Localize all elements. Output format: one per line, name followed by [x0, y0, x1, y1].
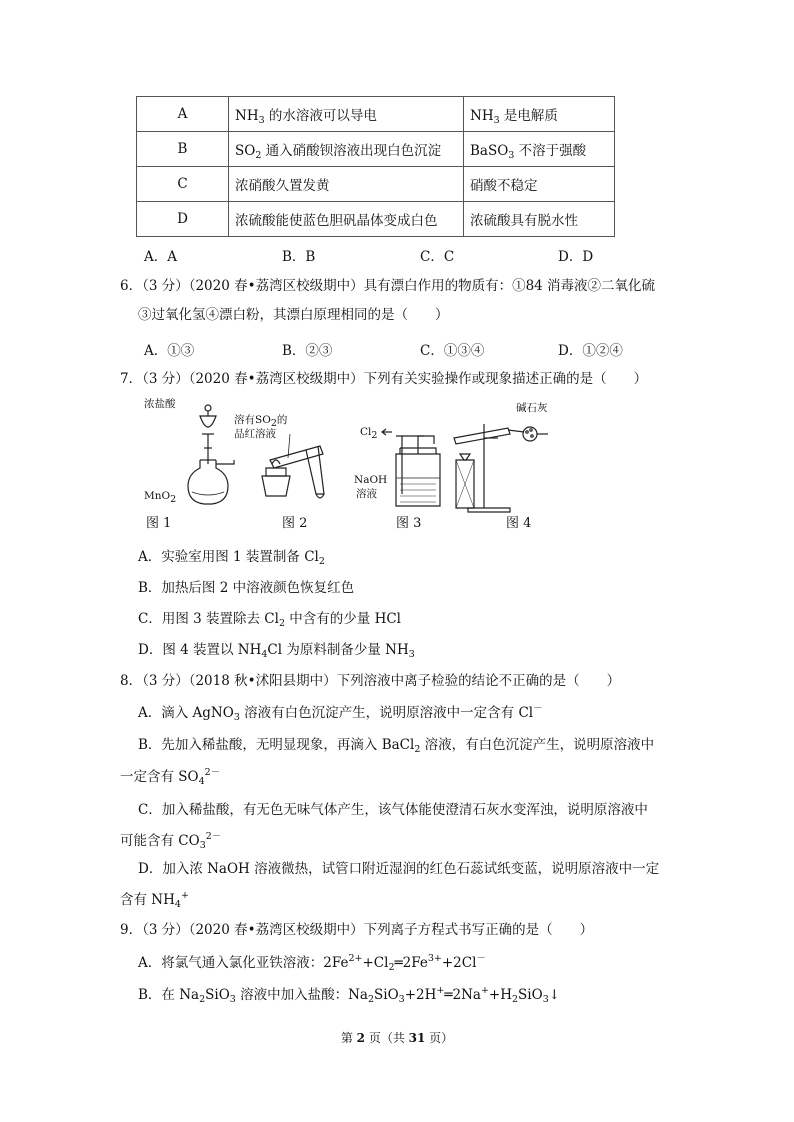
q8-option-b-line1[interactable]: B．先加入稀盐酸，无明显现象，再滴入 BaCl$_2$ 溶液，有白色沉淀产生，说明原溶液中	[138, 737, 655, 755]
fig-caption-1: 图 1	[146, 516, 172, 531]
table-cell-phenomenon: 浓硫酸能使蓝色胆矾晶体变成白色	[229, 202, 464, 237]
q5-choices	[144, 245, 593, 265]
fig1-solid-label: MnO$_2$	[144, 490, 177, 505]
q7-apparatus-figures	[138, 398, 558, 530]
q5-options-table	[136, 96, 615, 237]
q7-option-c[interactable]: C．用图 3 装置除去 $Cl_2$ 中含有的少量 HCl	[138, 611, 402, 629]
fig4-apparatus	[454, 424, 548, 512]
q6-option-b[interactable]: B．②③	[282, 343, 333, 359]
table-cell-letter: D	[137, 202, 229, 237]
q8-stem: 8．（3 分）（2018 秋•沭阳县期中）下列溶液中离子检验的结论不正确的是（ ）	[120, 673, 621, 689]
fig3-gas-label: $Cl_2$	[360, 426, 378, 441]
table-cell-phenomenon: $SO_2$ 通入硝酸钡溶液出现白色沉淀	[229, 132, 464, 167]
table-cell-phenomenon: 浓硝酸久置发黄	[229, 167, 464, 202]
fig3-solution-line1: NaOH	[354, 474, 388, 486]
table-cell-conclusion: BaSO$_3$ 不溶于强酸	[464, 132, 615, 167]
table-row	[137, 167, 615, 202]
table-cell-letter: C	[137, 167, 229, 202]
fig-caption-3: 图 3	[396, 516, 422, 531]
fig1-apparatus	[188, 405, 234, 504]
q6-option-c[interactable]: C．①③④	[420, 343, 485, 359]
q8-option-a[interactable]: A．滴入 AgNO$_3$ 溶液有白色沉淀产生，说明原溶液中一定含有 Cl－	[138, 703, 543, 723]
q6-stem-line2: ③过氧化氢④漂白粉，其漂白原理相同的是（ ）	[138, 307, 449, 323]
q5-option-d[interactable]: D．D	[558, 249, 594, 265]
q9-stem: 9．（3 分）（2020 春•荔湾区校级期中）下列离子方程式书写正确的是（ ）	[120, 922, 594, 938]
fig2-label-line1: 溶有$SO_2$的	[234, 414, 288, 429]
q5-option-b[interactable]: B．B	[282, 249, 316, 265]
q6-choices	[144, 339, 623, 359]
table-row	[137, 97, 615, 132]
fig2-apparatus	[262, 434, 324, 498]
fig3-solution-line2: 溶液	[356, 488, 377, 500]
apparatus-drawing	[138, 398, 558, 530]
q7-stem: 7．（3 分）（2020 春•荔湾区校级期中）下列有关实验操作或现象描述正确的是（ ）	[120, 371, 648, 387]
fig3-apparatus	[382, 429, 440, 506]
q7-option-b[interactable]: B．加热后图 2 中溶液颜色恢复红色	[138, 580, 355, 596]
fig1-reagent-label: 浓盐酸	[144, 398, 176, 410]
q6-stem-line1: 6．（3 分）（2020 春•荔湾区校级期中）具有漂白作用的物质有：①84 消毒液②二氧化硫	[120, 278, 656, 294]
q6-option-d[interactable]: D．①②④	[558, 343, 623, 359]
fig-caption-2: 图 2	[282, 516, 308, 531]
table-row	[137, 132, 615, 167]
q5-option-a[interactable]: A．A	[144, 249, 177, 265]
table-row	[137, 202, 615, 237]
table-cell-letter: B	[137, 132, 229, 167]
table-cell-conclusion: 硝酸不稳定	[464, 167, 615, 202]
q7-option-d[interactable]: D．图 4 装置以 $NH_4Cl$ 为原料制备少量 $NH_3$	[138, 642, 415, 660]
fig-caption-4: 图 4	[506, 516, 532, 531]
table-cell-conclusion: 浓硫酸具有脱水性	[464, 202, 615, 237]
q9-option-a[interactable]: A．将氯气通入氯化亚铁溶液：$2Fe^{2+}+Cl_2═2Fe^{3+}+2Cl^-$	[138, 953, 486, 973]
q9-option-b[interactable]: B．在 $Na_2SiO_3$ 溶液中加入盐酸：$Na_2SiO_3+2H^+═2Na^++H_2SiO_3↓$	[138, 985, 561, 1005]
fig4-label: 碱石灰	[516, 402, 548, 414]
q5-option-c[interactable]: C．C	[420, 249, 455, 265]
q8-option-c-line1[interactable]: C．加入稀盐酸，有无色无味气体产生，该气体能使澄清石灰水变浑浊，说明原溶液中	[138, 802, 648, 818]
q7-option-a[interactable]: A．实验室用图 1 装置制备 $Cl_2$	[138, 549, 325, 567]
q6-option-a[interactable]: A．①③	[144, 343, 195, 359]
q8-option-b-line2[interactable]: 一定含有 $SO_4^{2-}$	[120, 767, 221, 787]
q8-option-d-line1[interactable]: D．加入浓 NaOH 溶液微热，试管口附近湿润的红色石蕊试纸变蓝，说明原溶液中一定	[138, 861, 660, 877]
table-cell-conclusion: $NH_3$ 是电解质	[464, 97, 615, 132]
table-cell-phenomenon: $NH_3$ 的水溶液可以导电	[229, 97, 464, 132]
fig2-label-line2: 品红溶液	[234, 428, 276, 440]
table-cell-letter: A	[137, 97, 229, 132]
q8-option-c-line2[interactable]: 可能含有 $CO_3^{2-}$	[120, 831, 222, 851]
q8-option-d-line2[interactable]: 含有 $NH_4^+$	[120, 890, 189, 910]
page-footer: 第 2 页（共 31 页）	[340, 1031, 454, 1045]
